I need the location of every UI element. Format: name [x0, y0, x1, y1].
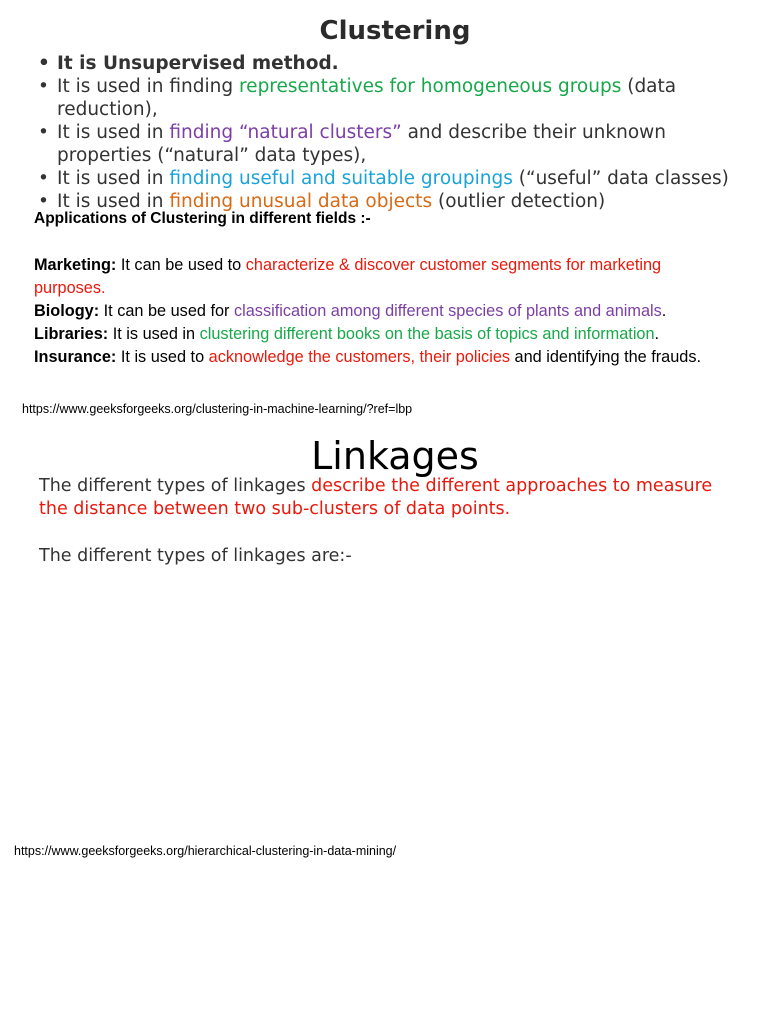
bullet-text: It is used in finding	[57, 76, 239, 97]
clustering-bullet-list	[38, 52, 738, 213]
bullet-text: (data reduction),	[57, 76, 677, 120]
bullet-text: It is used in	[57, 191, 170, 212]
bullet-text: (“useful” data classes)	[512, 168, 729, 189]
reference-link-clustering[interactable]: https://www.geeksforgeeks.org/clustering-in-machine-learning/?ref=lbp	[22, 402, 413, 416]
bullet-item	[38, 167, 738, 190]
application-highlight: classification among different species of plants and animals	[233, 302, 662, 320]
reference-link-hierarchical[interactable]: https://www.geeksforgeeks.org/hierarchical-clustering-in-data-mining/	[14, 844, 397, 858]
slide-title-linkages: Linkages	[311, 434, 479, 478]
bullet-text: (outlier detection)	[432, 191, 606, 212]
bullet-highlight: finding unusual data objects	[169, 191, 433, 212]
application-label: Marketing:	[34, 256, 117, 274]
bullet-item	[38, 75, 738, 121]
application-item-marketing	[34, 254, 734, 300]
application-item-libraries	[34, 323, 734, 346]
slide-title-clustering: Clustering	[319, 16, 471, 46]
bullet-item	[38, 121, 738, 167]
application-text: .	[654, 325, 660, 343]
application-highlight: acknowledge the customers, their policies	[208, 348, 511, 366]
application-item-biology	[34, 300, 734, 323]
bullet-item	[38, 52, 738, 75]
bullet-text: It is Unsupervised method.	[57, 53, 339, 74]
linkages-description	[39, 475, 739, 521]
linkages-text: The different types of linkages	[39, 476, 312, 496]
application-item-insurance	[34, 346, 734, 369]
application-text: It is used in	[108, 325, 200, 343]
application-text: and identifying the frauds.	[510, 348, 701, 366]
application-highlight: characterize & discover customer segments for marketing purposes.	[34, 256, 662, 297]
bullet-highlight: representatives for homogeneous groups	[238, 76, 622, 97]
application-text: It can be used for	[99, 302, 234, 320]
applications-section	[34, 208, 734, 369]
application-text: It is used to	[116, 348, 209, 366]
application-highlight: clustering different books on the basis of topics and information	[199, 325, 655, 343]
application-text: It can be used to	[116, 256, 246, 274]
bullet-text: It is used in	[57, 122, 170, 143]
bullet-text: It is used in	[57, 168, 170, 189]
applications-heading: Applications of Clustering in different fields :-	[34, 210, 371, 227]
application-label: Biology:	[34, 302, 100, 320]
linkages-highlight: describe the different approaches to measure the distance between two sub-clusters of data points.	[39, 476, 713, 519]
application-label: Insurance:	[34, 348, 117, 366]
bullet-highlight: finding useful and suitable groupings	[169, 168, 513, 189]
linkages-types-intro: The different types of linkages are:-	[39, 546, 352, 566]
bullet-highlight: finding “natural clusters”	[169, 122, 402, 143]
bullet-text: and describe their unknown properties (“natural” data types),	[57, 122, 667, 166]
application-text: .	[661, 302, 667, 320]
application-label: Libraries:	[34, 325, 109, 343]
